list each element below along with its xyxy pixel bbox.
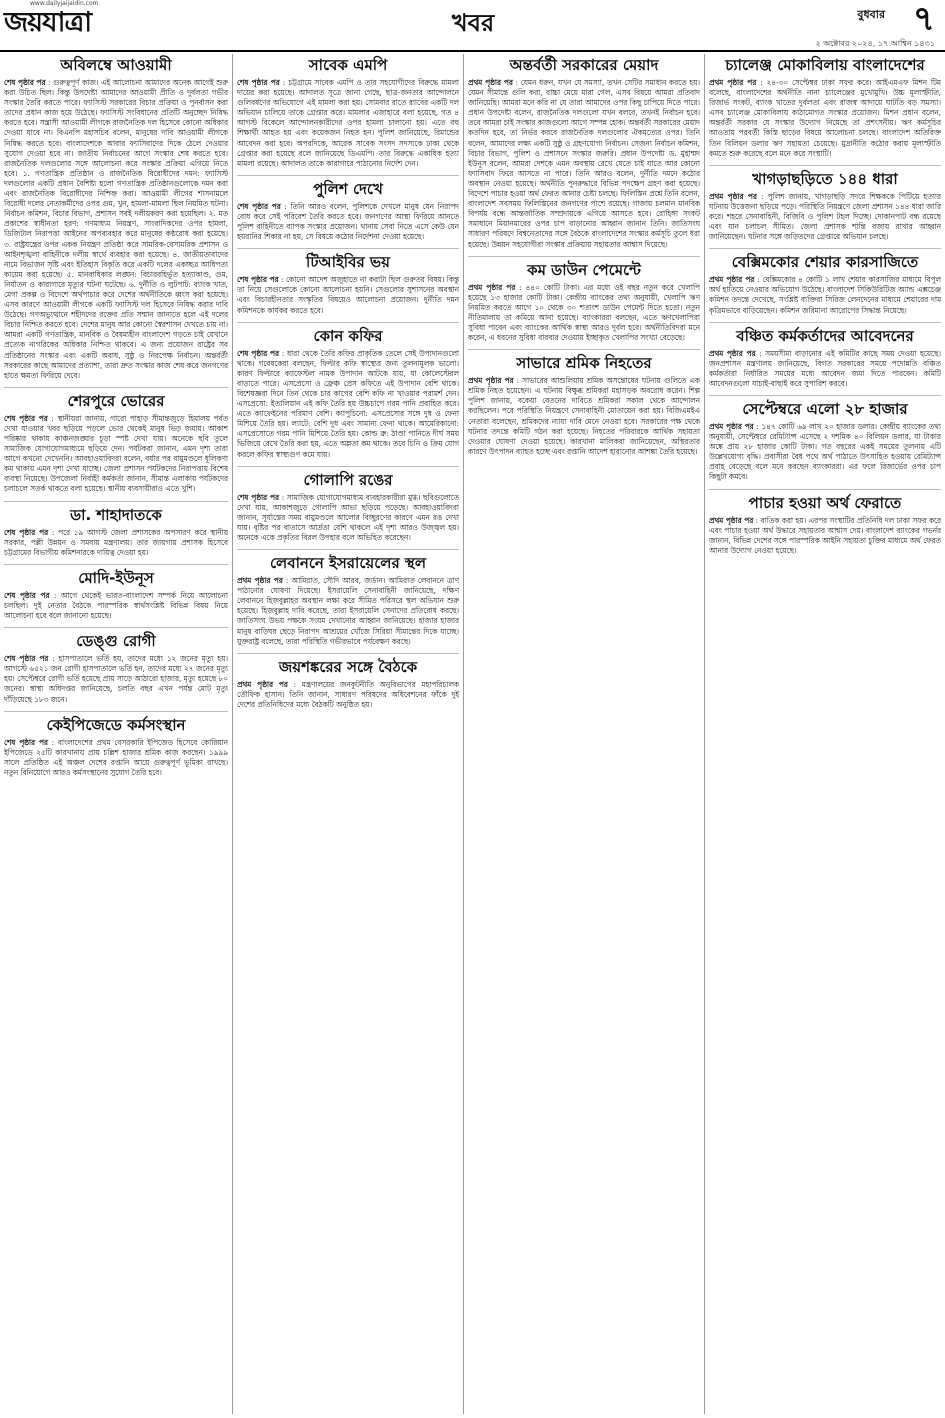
article-body: প্রথম পৃষ্ঠার পর : যেমন ধরুন, যখন যে সমস্যা, তখন সেটির সমাধান করতে হয়। যেমন সীমান্তে গুলি করা, বাচ্চা মেয়ে মারা গেল, এসব বিষয়ে আমরা প্রতিবাদ জানিয়েছি। আমরা মনে করি না যে তারা আমাদের ওপর কিছু চাপিয়ে দিতে পারে। প্রধান উপদেষ্টা বলেন, রাজনৈতিক দলগুলো যখন বলবে, তখনই নির্বাচন হবে। তবে আমরা চাই সংস্কার কাজগুলো আগে সম্পন্ন হোক। অন্তর্বর্তী সরকারের মেয়াদ কতদিন হবে, তা নির্ভর করবে রাজনৈতিক দলগুলোর ঐকমত্যের ওপর। তিনি বলেন, আমাদের লক্ষ্য একটি সুষ্ঠু ও গ্রহণযোগ্য নির্বাচন। সেজন্য নির্বাচন কমিশন, বিচার বিভাগ, পুলিশ ও প্রশাসনে সংস্কার জরুরি। প্রধান উপদেষ্টা ড. মুহাম্মদ ইউনূস বলেন, আমরা দেশকে এমন অবস্থায় রেখে যেতে চাই যাতে আর কোনো ফ্যাসিবাদ ফিরে আসতে না পারে। তিনি আরও বলেন, দুর্নীতি দমনে কঠোর অবস্থান নেওয়া হয়েছে। অর্থনীতি পুনরুদ্ধারে বিভিন্ন পদক্ষেপ গ্রহণ করা হয়েছে। বিদেশে পাচার হওয়া অর্থ ফেরত আনার চেষ্টা চলছে। ফিলিস্তিন প্রশ্নে তিনি বলেন, বাংলাদেশ সবসময় ফিলিস্তিনের জনগণের পাশে রয়েছে। গাজায় চলমান মানবিক বিপর্যয় বন্ধে আন্তর্জাতিক সম্প্রদায়কে এগিয়ে আসতে হবে। রোহিঙ্গা সংকট সমাধানে মিয়ানমারের ওপর চাপ বাড়ানোর আহ্বান জানান তিনি। জাতিসংঘ সাধারণ পরিষদে বিশ্বনেতাদের সঙ্গে বৈঠকে বাংলাদেশের সংস্কার কর্মসূচি তুলে ধরা হয়েছে। উন্নয়ন সহযোগীরা সংস্কার প্রক্রিয়ায় সহায়তার আশ্বাস দিয়েছে। (468, 78, 700, 249)
article-body: শেষ পৃষ্ঠার পর : গুরুত্বপূর্ণ কাজ। এই আলোচনা আমাদের অনেক আগেই শুরু করা উচিত ছিল। কিন্তু উপদেষ্টা আমাদের আওয়ামী প্রীতি ও দুর্বলতা গভীর সংস্কার তৈরি করতে পারে। ফ্যাসিস্ট সরকারের বিচার প্রক্রিয়া ও পুনর্বাসন করা তাদের প্রধান কাজ হয়ে উঠেছে। ফ্যাসিস্ট সংবিধানের প্রতিটি অনুচ্ছেদ নিষিদ্ধ করতে হবে। সন্ত্রাসী আওয়ামী লীগকে রাজনৈতিক দল হিসেবে কোনো অধিকার দেওয়া যাবে না। বিএনপি মহাসচিব বলেন, মানুষের দাবি আওয়ামী লীগকে নিষিদ্ধ করতে হবে। বাংলাদেশকে আবার ফ্যাসিবাদের দিকে ঠেলে দেওয়ার সুযোগ দেওয়া হবে না। জাতীয় নির্বাচনের আগে সংস্কার শেষ করতে হবে। রাজনৈতিক দলগুলোর সঙ্গে আলোচনা করে সংস্কার প্রক্রিয়া এগিয়ে নিতে হবে। ১. গণতান্ত্রিক প্রতিষ্ঠান ও রাজনৈতিক বিরোধীদের দমন: ফ্যাসিস্ট দলগুলোর একটি প্রধান বৈশিষ্ট্য হলো গণতান্ত্রিক প্রতিষ্ঠানগুলোকে দমন করা এবং রাজনৈতিক বিরোধীদের নিশ্চিহ্ন করা। আওয়ামী লীগের শাসনামলে বিরোধী দলের নেতাকর্মীদের ওপর গুম, খুন, হামলা-মামলা ছিল নিয়মিত ঘটনা। নির্বাচন কমিশন, বিচার বিভাগ, প্রশাসন সবই দলীয়করণ করা হয়েছিল। ২. মত প্রকাশের স্বাধীনতা হরণ: গণমাধ্যম নিয়ন্ত্রণ, সাংবাদিকদের ওপর হামলা, ডিজিটাল নিরাপত্তা আইনের অপব্যবহার করে মানুষের কণ্ঠরোধ করা হয়েছে। ৩. রাষ্ট্রযন্ত্রের ওপর একক নিয়ন্ত্রণ প্রতিষ্ঠা করে সামরিক-বেসামরিক প্রশাসন ও আইনশৃঙ্খলা বাহিনীকে দলীয় স্বার্থে ব্যবহার করা হয়েছে। ৪. জাতীয়তাবাদের নামে বিভাজন সৃষ্টি এবং ইতিহাস বিকৃতি করে একটি দলের একচ্ছত্র আধিপত্য কায়েম করা হয়েছে। ৫. মানবাধিকার লঙ্ঘন: বিচারবহির্ভূত হত্যাকাণ্ড, গুম, নির্যাতন ও কারাগারে মৃত্যুর ঘটনা ঘটেছে। ৬. দুর্নীতি ও লুটপাট: ব্যাংক খাত, মেগা প্রকল্প ও বিদেশে অর্থপাচার করে দেশের অর্থনীতিকে ধ্বংস করা হয়েছে। এসব কারণে আওয়ামী লীগকে একটি ফ্যাসিস্ট দল হিসেবে নিষিদ্ধ করার দাবি উঠেছে। গণঅভ্যুত্থানে শহীদদের রক্তের প্রতি সম্মান জানাতে হলে এই দলের বিচার নিশ্চিত করতে হবে। দেশের মানুষ আর কোনো স্বৈরশাসন দেখতে চায় না। আমরা একটি গণতান্ত্রিক, মানবিক ও বৈষম্যহীন বাংলাদেশ গড়তে চাই যেখানে প্রত্যেক নাগরিকের অধিকার নিশ্চিত থাকবে। এ জন্য প্রয়োজন রাষ্ট্রের সব প্রতিষ্ঠানের সংস্কার এবং একটি অবাধ, সুষ্ঠু ও নিরপেক্ষ নির্বাচন। অন্তর্বর্তী সরকারের কাছে আমাদের প্রত্যাশা, তারা দ্রুত সংস্কার কাজ শেষ করে জনগণের হাতে ক্ষমতা ফিরিয়ে দেবে। (4, 78, 228, 380)
article-body: প্রথম পৃষ্ঠার পর : সাভারের আশুলিয়ায় শ্রমিক অসন্তোষের ঘটনায় গুলিতে এক শ্রমিক নিহত হয়েছেন। এ ঘটনায় বিক্ষুব্ধ শ্রমিকরা মহাসড়ক অবরোধ করেন। শিল্প পুলিশ জানায়, বকেয়া বেতনের দাবিতে শ্রমিকরা সকাল থেকে আন্দোলন করছিলেন। পরে পরিস্থিতি নিয়ন্ত্রণে সেনাবাহিনী মোতায়েন করা হয়। বিজিএমইএ নেতারা বলেছেন, শ্রমিকদের ন্যায্য দাবি মেনে নেওয়া হবে। সরকারের পক্ষ থেকে ঘটনার তদন্তে কমিটি গঠন করা হয়েছে। নিহতের পরিবারকে আর্থিক সহায়তা দেওয়ার ঘোষণা দেওয়া হয়েছে। কারখানা মালিকরা জানিয়েছেন, অস্থিরতার কারণে উৎপাদন ব্যাহত হচ্ছে এবং রপ্তানি আদেশ হারানোর আশঙ্কা তৈরি হয়েছে। (468, 376, 700, 456)
news-article (237, 466, 459, 543)
news-article (709, 248, 941, 315)
continuation-lead: শেষ পৃষ্ঠার পর (237, 201, 281, 211)
article-headline[interactable]: মোদি-ইউনূস (4, 564, 228, 588)
news-article (468, 349, 700, 457)
article-body: শেষ পৃষ্ঠার পর : পরে ১৯ আগস্ট জেলা প্রশাসকের অপসারণ করে স্থানীয় সরকার, পল্লী উন্নয়ন ও সমবায় মন্ত্রণালয়। তার জায়গায় প্রশাসক হিসেবে চট্টগ্রামের বিভাগীয় কমিশনারকে দায়িত্ব দেওয়া হয়। (4, 527, 228, 557)
continuation-lead: শেষ পৃষ্ঠার পর (237, 348, 280, 358)
logo-url: www.dailyjaijaidin.com (30, 0, 99, 7)
article-body: প্রথম পৃষ্ঠার পর : সময়সীমা বাড়ানোর এই কমিটির কাছে সময় দেওয়া হয়েছে। জনপ্রশাসন মন্ত্রণালয় জানিয়েছে, বিগত সরকারের সময়ে পদোন্নতি বঞ্চিত কর্মকর্তারা নির্ধারিত সময়ের মধ্যে আবেদন জমা দিতে পারবেন। কমিটি আবেদনগুলো যাচাই-বাছাই করে সুপারিশ করবে। (709, 348, 941, 388)
continuation-lead: শেষ পৃষ্ঠার পর (4, 527, 49, 537)
article-headline[interactable]: কোন কফির (237, 322, 459, 346)
continuation-lead: শেষ পৃষ্ঠার পর (4, 737, 48, 747)
continuation-lead: প্রথম পৃষ্ঠার পর (709, 515, 754, 525)
news-article (709, 395, 941, 483)
article-text: স্থানীয়রা জানায়, গারো পাহাড় সীমান্তজুড়ে হিমালয় পর্বত দেখা যাওয়ার খবর ছড়িয়ে পড়লে ভোর থেকেই মানুষ ভিড় জমায়। আকাশ পরিষ্কার থাকায় কাঞ্চনজঙ্ঘার চূড়া স্পষ্ট দেখা যায়। অনেকে ছবি তুলে সামাজিক যোগাযোগমাধ্যমে ছড়িয়ে দেন। পর্যটকরা জানান, এমন দৃশ্য তারা আগে কখনো দেখেননি। আবহাওয়াবিদরা বলেন, বর্ষার পর বায়ুমণ্ডলে ধূলিকণা কম থাকায় এমন দৃশ্য দেখা যাচ্ছে। জেলা প্রশাসন পর্যটকদের নিরাপত্তায় বিশেষ ব্যবস্থা নিয়েছে। উপজেলা নির্বাহী কর্মকর্তা জানান, সীমান্ত এলাকায় পর্যটকদের চলাচলে সতর্ক থাকতে বলা হয়েছে। স্থানীয় ব্যবসায়ীরাও এতে খুশি। (4, 413, 228, 494)
article-body: শেষ পৃষ্ঠার পর : স্থানীয়রা জানায়, গারো পাহাড় সীমান্তজুড়ে হিমালয় পর্বত দেখা যাওয়ার খবর ছড়িয়ে পড়লে ভোর থেকেই মানুষ ভিড় জমায়। আকাশ পরিষ্কার থাকায় কাঞ্চনজঙ্ঘার চূড়া স্পষ্ট দেখা যায়। অনেকে ছবি তুলে সামাজিক যোগাযোগমাধ্যমে ছড়িয়ে দেন। পর্যটকরা জানান, এমন দৃশ্য তারা আগে কখনো দেখেননি। আবহাওয়াবিদরা বলেন, বর্ষার পর বায়ুমণ্ডলে ধূলিকণা কম থাকায় এমন দৃশ্য দেখা যাচ্ছে। জেলা প্রশাসন পর্যটকদের নিরাপত্তায় বিশেষ ব্যবস্থা নিয়েছে। উপজেলা নির্বাহী কর্মকর্তা জানান, সীমান্ত এলাকায় পর্যটকদের চলাচলে সতর্ক থাকতে বলা হয়েছে। স্থানীয় ব্যবসায়ীরাও এতে খুশি। (4, 413, 228, 494)
weekday: বুধবার (857, 8, 885, 21)
article-text: সামাজিক যোগাযোগমাধ্যম ব্যবহারকারীরা মুগ্ধ। ছবিগুলোতে দেখা যায়, আকাশজুড়ে গোলাপি আভা ছড়িয়ে পড়েছে। আবহাওয়াবিদরা জানান, সূর্যাস্তের সময় বায়ুমণ্ডলে আলোর বিচ্ছুরণের কারণে এমন রঙ দেখা যায়। বৃষ্টির পর বাতাসে আর্দ্রতা বেশি থাকলে এই দৃশ্য আরও উজ্জ্বল হয়। অনেকে একে প্রকৃতির বিরল উপহার বলে অভিহিত করেছেন। (237, 492, 459, 542)
news-article (709, 322, 941, 389)
article-body: শেষ পৃষ্ঠার পর : ধারা থেকে তৈরি কফির প্রাকৃতিক তেলে সেই উপাদানগুলো থাকে। গবেষকেরা বলছেন, ফিল্টার কফি স্বাস্থ্যের জন্য তুলনামূলক ভালো। কারণ ফিল্টারে ক্যাফেস্টল নামক উপাদান আটকে যায়, যা কোলেস্টেরল বাড়াতে পারে। এসপ্রেসো ও ফ্রেঞ্চ প্রেস কফিতে এই উপাদান বেশি থাকে। বিশেষজ্ঞরা দিনে তিন থেকে চার কাপের বেশি কফি না খাওয়ার পরামর্শ দেন। এসপ্রেসো: ইতালিয়ান এই কফি তৈরি হয় উচ্চচাপে গরম পানি প্রবাহিত করে। এতে ক্যাফেইনের পরিমাণ বেশি। ক্যাপুচিনো: এসপ্রেসোর সঙ্গে দুধ ও ফেনা মিশিয়ে তৈরি হয়। ল্যাটে: বেশি দুধ এবং সামান্য ফেনা থাকে। আমেরিকানো: এসপ্রেসোতে গরম পানি মিশিয়ে তৈরি হয়। কোল্ড ব্রু: ঠাণ্ডা পানিতে দীর্ঘ সময় ভিজিয়ে রেখে তৈরি করা হয়, এতে অম্লতা কম থাকে। তবে চিনি ও ক্রিম যোগ করলে কফির স্বাস্থ্যগুণ কমে যায়। (237, 348, 459, 459)
news-article (468, 256, 700, 344)
news-article (4, 711, 228, 778)
continuation-lead: শেষ পৃষ্ঠার পর (4, 413, 48, 423)
article-headline[interactable]: ডা. শাহাদাতকে (4, 501, 228, 525)
article-headline[interactable]: সাভারে শ্রমিক নিহতের (468, 349, 700, 373)
continuation-lead: শেষ পৃষ্ঠার পর (237, 492, 279, 502)
article-body: শেষ পৃষ্ঠার পর : হাসপাতালে ভর্তি হয়, তাদের মধ্যে ১২ জনের মৃত্যু হয়। আগস্টে ৬৫২১ জন রোগী হাসপাতালে ভর্তি হন, তাদের মধ্যে ২৭ জনের মৃত্যু হয়। সেপ্টেম্বরে রোগী ভর্তি হয়েছে প্রায় সাড়ে আঠারো হাজার, মৃত্যু হয়েছে ৮০ জনের। স্বাস্থ্য অধিদপ্তর জানিয়েছে, চলতি বছর এখন পর্যন্ত মোট মৃত্যু দাঁড়িয়েছে ১৮৩ জনে। (4, 654, 228, 704)
news-article (4, 501, 228, 558)
newspaper-logo[interactable]: জয়যাত্রা (4, 7, 92, 38)
column-divider (463, 54, 464, 1414)
article-body: প্রথম পৃষ্ঠার পর : বেক্সিমকোর ৪ কোটি ১ লাখ শেয়ার কারসাজির মাধ্যমে বিপুল অর্থ হাতিয়ে নেওয়ার অভিযোগ উঠেছে। বাংলাদেশ সিকিউরিটিজ অ্যান্ড এক্সচেঞ্জ কমিশন তদন্তে দেখেছে, সংশ্লিষ্ট ব্যক্তিরা সিরিজ লেনদেনের মাধ্যমে শেয়ারের দাম কৃত্রিমভাবে বাড়িয়েছেন। কমিশন জরিমানা আরোপের সিদ্ধান্ত নিয়েছে। (709, 275, 941, 315)
news-article (709, 489, 941, 556)
article-headline[interactable]: সেপ্টেম্বরে এলো ২৮ হাজার (709, 395, 941, 419)
news-article (237, 248, 459, 315)
article-text: ১৪৭ কোটি ৬৯ লাখ ২০ হাজার ডলার। কেন্দ্রীয় ব্যাংকের তথ্য অনুযায়ী, সেপ্টেম্বরে রেমিট্যান্স এসেছে ২ দশমিক ৪০ বিলিয়ন ডলার, যা টাকার অঙ্কে প্রায় ২৮ হাজার কোটি টাকা। গত বছরের একই সময়ের তুলনায় এটি উল্লেখযোগ্য বৃদ্ধি। প্রবাসীরা বৈধ পথে অর্থ পাঠাতে উৎসাহিত হওয়ায় রেমিট্যান্স প্রবাহ বেড়েছে বলে মনে করছেন ব্যাংকাররা। এর ফলে রিজার্ভের ওপর চাপ কিছুটা কমবে। (709, 421, 941, 482)
article-body: শেষ পৃষ্ঠার পর : তিনি আরও বলেন, পুলিশকে দেখলে মানুষ যেন নিরাপদ বোধ করে সেই পরিবেশ তৈরি করতে হবে। জনগণের আস্থা ফিরিয়ে আনতে পুলিশ বাহিনীতে ব্যাপক সংস্কার প্রয়োজন। থানায় সেবা নিতে এসে কেউ যেন হয়রানির শিকার না হয়, সে বিষয়ে কঠোর নির্দেশনা দেওয়া হয়েছে। (237, 201, 459, 242)
column-4 (709, 54, 941, 1414)
column-divider (232, 54, 233, 1414)
article-text: বাংলাদেশের প্রথম বেসরকারি ইপিজেড হিসেবে কোরিয়ান ইপিজেডে ২৫টি কারখানায় প্রায় চল্লিশ হাজার শ্রমিক কাজ করছেন। ১৯৯৯ সালে প্রতিষ্ঠিত এই অঞ্চল দেশের রপ্তানি আয়ে গুরুত্বপূর্ণ ভূমিকা রাখছে। নতুন বিনিয়োগে আরও কর্মসংস্থানের সুযোগ তৈরি হবে। (4, 737, 228, 777)
article-headline[interactable]: লেবাননে ইসরায়েলের স্থল (237, 549, 459, 573)
article-text: গুরুত্বপূর্ণ কাজ। এই আলোচনা আমাদের অনেক আগেই শুরু করা উচিত ছিল। কিন্তু উপদেষ্টা আমাদের আওয়ামী প্রীতি ও দুর্বলতা গভীর সংস্কার তৈরি করতে পারে। ফ্যাসিস্ট সরকারের বিচার প্রক্রিয়া ও পুনর্বাসন করা তাদের প্রধান কাজ হয়ে উঠেছে। ফ্যাসিস্ট সংবিধানের প্রতিটি অনুচ্ছেদ নিষিদ্ধ করতে হবে। সন্ত্রাসী আওয়ামী লীগকে রাজনৈতিক দল হিসেবে কোনো অধিকার দেওয়া যাবে না। বিএনপি মহাসচিব বলেন, মানুষের দাবি আওয়ামী লীগকে নিষিদ্ধ করতে হবে। বাংলাদেশকে আবার ফ্যাসিবাদের দিকে ঠেলে দেওয়ার সুযোগ দেওয়া হবে না। জাতীয় নির্বাচনের আগে সংস্কার শেষ করতে হবে। রাজনৈতিক দলগুলোর সঙ্গে আলোচনা করে সংস্কার প্রক্রিয়া এগিয়ে নিতে হবে। ১. গণতান্ত্রিক প্রতিষ্ঠান ও রাজনৈতিক বিরোধীদের দমন: ফ্যাসিস্ট দলগুলোর একটি প্রধান বৈশিষ্ট্য হলো গণতান্ত্রিক প্রতিষ্ঠানগুলোকে দমন করা এবং রাজনৈতিক বিরোধীদের নিশ্চিহ্ন করা। আওয়ামী লীগের শাসনামলে বিরোধী দলের নেতাকর্মীদের ওপর গুম, খুন, হামলা-মামলা ছিল নিয়মিত ঘটনা। নির্বাচন কমিশন, বিচার বিভাগ, প্রশাসন সবই দলীয়করণ করা হয়েছিল। ২. মত প্রকাশের স্বাধীনতা হরণ: গণমাধ্যম নিয়ন্ত্রণ, সাংবাদিকদের ওপর হামলা, ডিজিটাল নিরাপত্তা আইনের অপব্যবহার করে মানুষের কণ্ঠরোধ করা হয়েছে। ৩. রাষ্ট্রযন্ত্রের ওপর একক নিয়ন্ত্রণ প্রতিষ্ঠা করে সামরিক-বেসামরিক প্রশাসন ও আইনশৃঙ্খলা বাহিনীকে দলীয় স্বার্থে ব্যবহার করা হয়েছে। ৪. জাতীয়তাবাদের নামে বিভাজন সৃষ্টি এবং ইতিহাস বিকৃতি করে একটি দলের একচ্ছত্র আধিপত্য কায়েম করা হয়েছে। ৫. মানবাধিকার লঙ্ঘন: বিচারবহির্ভূত হত্যাকাণ্ড, গুম, নির্যাতন ও কারাগারে মৃত্যুর ঘটনা ঘটেছে। ৬. দুর্নীতি ও লুটপাট: ব্যাংক খাত, মেগা প্রকল্প ও বিদেশে অর্থপাচার করে দেশের অর্থনীতিকে ধ্বংস করা হয়েছে। এসব কারণে আওয়ামী লীগকে একটি ফ্যাসিস্ট দল হিসেবে নিষিদ্ধ করার দাবি উঠেছে। গণঅভ্যুত্থানে শহীদদের রক্তের প্রতি সম্মান জানাতে হলে এই দলের বিচার নিশ্চিত করতে হবে। দেশের মানুষ আর কোনো স্বৈরশাসন দেখতে চায় না। আমরা একটি গণতান্ত্রিক, মানবিক ও বৈষম্যহীন বাংলাদেশ গড়তে চাই যেখানে প্রত্যেক নাগরিকের অধিকার নিশ্চিত থাকবে। এ জন্য প্রয়োজন রাষ্ট্রের সব প্রতিষ্ঠানের সংস্কার এবং একটি অবাধ, সুষ্ঠু ও নিরপেক্ষ নির্বাচন। অন্তর্বর্তী সরকারের কাছে আমাদের প্রত্যাশা, তারা দ্রুত সংস্কার কাজ শেষ করে জনগণের হাতে ক্ষমতা ফিরিয়ে দেবে। (4, 78, 228, 380)
article-body: প্রথম পৃষ্ঠার পর : ২৪-৩০ সেপ্টেম্বর ঢাকা সফর করে। আইএমএফ মিশন টিম বলেছে, বাংলাদেশের অর্থনীতি নানা চ্যালেঞ্জের মুখোমুখি। উচ্চ মূল্যস্ফীতি, রিজার্ভ সংকট, ব্যাংক খাতের দুর্বলতা এবং রাজস্ব আদায়ে ঘাটতি বড় সমস্যা। এসব চ্যালেঞ্জ মোকাবিলায় কাঠামোগত সংস্কার প্রয়োজন। মিশন প্রধান বলেন, অন্তর্বর্তী সরকার যে সংস্কার উদ্যোগ নিয়েছে তা প্রশংসনীয়। ঋণ কর্মসূচির আওতায় পরবর্তী কিস্তি ছাড়ের বিষয়ে আলোচনা চলছে। বাংলাদেশ অতিরিক্ত তিন বিলিয়ন ডলার ঋণ সহায়তা চেয়েছে। মুদ্রানীতি কঠোর করায় মূল্যস্ফীতি কমতে শুরু করেছে বলে মনে করে সংস্থাটি। (709, 78, 941, 158)
article-text: বাতিক করা হয়। এরপর সংস্থাটির প্রতিনিধি দল ঢাকা সফর করে এবং পাচার হওয়া অর্থ উদ্ধারে সহায়তার আশ্বাস দেয়। বাংলাদেশ ব্যাংকের গভর্নর জানান, বিভিন্ন দেশের সঙ্গে পারস্পরিক আইনি সহায়তা চুক্তির মাধ্যমে অর্থ ফেরত আনার উদ্যোগ নেওয়া হয়েছে। (709, 515, 941, 555)
article-body: শেষ পৃষ্ঠার পর : চট্টগ্রামে সাবেক এমপি ও তার সহযোগীদের বিরুদ্ধে মামলা দায়ের করা হয়েছে। আদালত সূত্রে জানা গেছে, ছাত্র-জনতার আন্দোলনে গুলিবর্ষণের অভিযোগে এই মামলা করা হয়। সোমবার রাতে র‍্যাবের একটি দল অভিযান চালিয়ে তাকে গ্রেপ্তার করে। মামলার এজাহারে বলা হয়েছে, গত ৪ আগস্ট বিকেলে আন্দোলনকারীদের ওপর হামলা চালানো হয়। এতে বহু শিক্ষার্থী আহত হয় এবং কয়েকজন নিহত হন। পুলিশ জানিয়েছে, রিমান্ডের আবেদন করা হবে। অপরদিকে, আরেক সাবেক সংসদ সদস্যকে ঢাকা থেকে গ্রেপ্তার করা হয়েছে বলে জানিয়েছে ডিএমপি। তার বিরুদ্ধে একাধিক হত্যা মামলা রয়েছে। আদালত তাকে কারাগারে পাঠানোর নির্দেশ দেন। (237, 78, 459, 168)
article-headline[interactable]: সাবেক এমপি (308, 56, 388, 74)
column-1 (4, 54, 228, 1414)
continuation-lead: শেষ পৃষ্ঠার পর (4, 590, 50, 600)
article-headline[interactable]: কেইপিজেডে কর্মসংস্থান (4, 711, 228, 735)
news-article (709, 165, 941, 242)
column-divider (704, 54, 705, 1414)
continuation-lead: শেষ পৃষ্ঠার পর (237, 275, 279, 285)
article-text: ধারা থেকে তৈরি কফির প্রাকৃতিক তেলে সেই উপাদানগুলো থাকে। গবেষকেরা বলছেন, ফিল্টার কফি স্বাস্থ্যের জন্য তুলনামূলক ভালো। কারণ ফিল্টারে ক্যাফেস্টল নামক উপাদান আটকে যায়, যা কোলেস্টেরল বাড়াতে পারে। এসপ্রেসো ও ফ্রেঞ্চ প্রেস কফিতে এই উপাদান বেশি থাকে। বিশেষজ্ঞরা দিনে তিন থেকে চার কাপের বেশি কফি না খাওয়ার পরামর্শ দেন। এসপ্রেসো: ইতালিয়ান এই কফি তৈরি হয় উচ্চচাপে গরম পানি প্রবাহিত করে। এতে ক্যাফেইনের পরিমাণ বেশি। ক্যাপুচিনো: এসপ্রেসোর সঙ্গে দুধ ও ফেনা মিশিয়ে তৈরি হয়। ল্যাটে: বেশি দুধ এবং সামান্য ফেনা থাকে। আমেরিকানো: এসপ্রেসোতে গরম পানি মিশিয়ে তৈরি হয়। কোল্ড ব্রু: ঠাণ্ডা পানিতে দীর্ঘ সময় ভিজিয়ে রেখে তৈরি করা হয়, এতে অম্লতা কম থাকে। তবে চিনি ও ক্রিম যোগ করলে কফির স্বাস্থ্যগুণ কমে যায়। (237, 348, 459, 459)
news-article (237, 56, 459, 169)
news-article (237, 322, 459, 460)
news-article (237, 549, 459, 647)
article-text: মন্ত্রণালয়ের জনকূটনীতি অনুবিভাগের মহাপরিচালক তৌফিক হাসান। তিনি জানান, সাধারণ পরিষদের অধিবেশনের ফাঁকে দুই দেশের প্রতিনিধিদের মধ্যে বৈঠকটি অনুষ্ঠিত হয়। (237, 679, 459, 709)
article-headline[interactable]: শেরপুরে ভোরের (4, 387, 228, 411)
article-text: তিনি আরও বলেন, পুলিশকে দেখলে মানুষ যেন নিরাপদ বোধ করে সেই পরিবেশ তৈরি করতে হবে। জনগণের আস্থা ফিরিয়ে আনতে পুলিশ বাহিনীতে ব্যাপক সংস্কার প্রয়োজন। থানায় সেবা নিতে এসে কেউ যেন হয়রানির শিকার না হয়, সে বিষয়ে কঠোর নির্দেশনা দেওয়া হয়েছে। (237, 201, 459, 242)
section-title: খবর (451, 9, 495, 37)
article-headline[interactable]: অবিলম্বে আওয়ামী (60, 56, 172, 74)
article-text: যেমন ধরুন, যখন যে সমস্যা, তখন সেটির সমাধান করতে হয়। যেমন সীমান্তে গুলি করা, বাচ্চা মেয়ে মারা গেল, এসব বিষয়ে আমরা প্রতিবাদ জানিয়েছি। আমরা মনে করি না যে তারা আমাদের ওপর কিছু চাপিয়ে দিতে পারে। প্রধান উপদেষ্টা বলেন, রাজনৈতিক দলগুলো যখন বলবে, তখনই নির্বাচন হবে। তবে আমরা চাই সংস্কার কাজগুলো আগে সম্পন্ন হোক। অন্তর্বর্তী সরকারের মেয়াদ কতদিন হবে, তা নির্ভর করবে রাজনৈতিক দলগুলোর ঐকমত্যের ওপর। তিনি বলেন, আমাদের লক্ষ্য একটি সুষ্ঠু ও গ্রহণযোগ্য নির্বাচন। সেজন্য নির্বাচন কমিশন, বিচার বিভাগ, পুলিশ ও প্রশাসনে সংস্কার জরুরি। প্রধান উপদেষ্টা ড. মুহাম্মদ ইউনূস বলেন, আমরা দেশকে এমন অবস্থায় রেখে যেতে চাই যাতে আর কোনো ফ্যাসিবাদ ফিরে আসতে না পারে। তিনি আরও বলেন, দুর্নীতি দমনে কঠোর অবস্থান নেওয়া হয়েছে। অর্থনীতি পুনরুদ্ধারে বিভিন্ন পদক্ষেপ গ্রহণ করা হয়েছে। বিদেশে পাচার হওয়া অর্থ ফেরত আনার চেষ্টা চলছে। ফিলিস্তিন প্রশ্নে তিনি বলেন, বাংলাদেশ সবসময় ফিলিস্তিনের জনগণের পাশে রয়েছে। গাজায় চলমান মানবিক বিপর্যয় বন্ধে আন্তর্জাতিক সম্প্রদায়কে এগিয়ে আসতে হবে। রোহিঙ্গা সংকট সমাধানে মিয়ানমারের ওপর চাপ বাড়ানোর আহ্বান জানান তিনি। জাতিসংঘ সাধারণ পরিষদে বিশ্বনেতাদের সঙ্গে বৈঠকে বাংলাদেশের সংস্কার কর্মসূচি তুলে ধরা হয়েছে। উন্নয়ন সহযোগীরা সংস্কার প্রক্রিয়ায় সহায়তার আশ্বাস দিয়েছে। (468, 78, 700, 249)
article-headline[interactable]: জয়শঙ্করের সঙ্গে বৈঠকে (237, 653, 459, 677)
article-body: প্রথম পৃষ্ঠার পর : বাতিক করা হয়। এরপর সংস্থাটির প্রতিনিধি দল ঢাকা সফর করে এবং পাচার হওয়া অর্থ উদ্ধারে সহায়তার আশ্বাস দেয়। বাংলাদেশ ব্যাংকের গভর্নর জানান, বিভিন্ন দেশের সঙ্গে পারস্পরিক আইনি সহায়তা চুক্তির মাধ্যমে অর্থ ফেরত আনার উদ্যোগ নেওয়া হয়েছে। (709, 515, 941, 555)
continuation-lead: প্রথম পৃষ্ঠার পর (468, 282, 516, 292)
article-text: আমিরাত, সৌদি আরব, জর্ডান। আমিরাত লেবাননে ত্রাণ পাঠানোর ঘোষণা দিয়েছে। ইসরায়েলি সেনাবাহিনী জানিয়েছে, দক্ষিণ লেবাননে হিজবুল্লাহর অবস্থান লক্ষ্য করে সীমিত পরিসরে স্থল অভিযান শুরু হয়েছে। হিজবুল্লাহ দাবি করেছে, তারা ইসরায়েলি সেনাদের প্রতিরোধ করছে। জাতিসংঘ উভয় পক্ষকে সংযম দেখানোর আহ্বান জানিয়েছে। হাজার হাজার মানুষ বাড়িঘর ছেড়ে নিরাপদ আশ্রয়ের খোঁজে সিরিয়া সীমান্তের দিকে যাচ্ছে। যুক্তরাষ্ট্র বলেছে, তারা পরিস্থিতি গভীরভাবে পর্যবেক্ষণ করছে। (237, 576, 459, 646)
continuation-lead: প্রথম পৃষ্ঠার পর (709, 191, 757, 201)
continuation-lead: শেষ পৃষ্ঠার পর (4, 78, 46, 87)
continuation-lead: প্রথম পৃষ্ঠার পর (709, 421, 754, 431)
article-text: কোনো আদেশ অজুহাতে না করাটা ছিল গুরুতর বিষয়। কিন্তু তা নিয়ে সেগুলোকে কোনো আলোচনা হয়নি। সেগুলোর সুশাসনের অবস্থান এবং বিচারহীনতার সংস্কৃতির বিষয়েও আলোচনা প্রয়োজন। দুর্নীতি দমন কমিশনকে কার্যকর করতে হবে। (237, 275, 459, 315)
column-2 (237, 54, 459, 1414)
continuation-lead: প্রথম পৃষ্ঠার পর (468, 376, 514, 386)
news-article (4, 564, 228, 621)
news-article (4, 387, 228, 495)
news-article (709, 56, 941, 159)
continuation-lead: শেষ পৃষ্ঠার পর (4, 654, 49, 664)
article-text: পুলিশ জানায়, খাগড়াছড়ি সদরে শিক্ষককে পিটিয়ে হত্যার ঘটনায় উত্তেজনা ছড়িয়ে পড়ে। পরিস্থিতি নিয়ন্ত্রণে জেলা প্রশাসন ১৪৪ ধারা জারি করে। শহরে সেনাবাহিনী, বিজিবি ও পুলিশ টহল দিচ্ছে। দোকানপাট বন্ধ রয়েছে এবং যান চলাচল সীমিত। জেলা প্রশাসক শান্তি বজায় রাখার আহ্বান জানিয়েছেন। ঘটনার সঙ্গে জড়িতদের গ্রেপ্তারে অভিযান চলছে। (709, 191, 941, 242)
article-headline[interactable]: খাগড়াছড়িতে ১৪৪ ধারা (709, 165, 941, 189)
article-body: প্রথম পৃষ্ঠার পর : মন্ত্রণালয়ের জনকূটনীতি অনুবিভাগের মহাপরিচালক তৌফিক হাসান। তিনি জানান, সাধারণ পরিষদের অধিবেশনের ফাঁকে দুই দেশের প্রতিনিধিদের মধ্যে বৈঠকটি অনুষ্ঠিত হয়। (237, 679, 459, 709)
news-article (237, 653, 459, 710)
article-headline[interactable]: পুলিশ দেখে (237, 175, 459, 199)
article-text: আগে থেকেই ভারত-বাংলাদেশ সম্পর্ক নিয়ে আলোচনা চলছিল। দুই নেতার বৈঠকে পারস্পরিক স্বার্থসংশ্লিষ্ট বিভিন্ন বিষয় নিয়ে আলোচনা হবে বলে জানানো হয়েছে। (4, 590, 228, 621)
article-headline[interactable]: কম ডাউন পেমেন্টে (468, 256, 700, 280)
news-article (468, 56, 700, 250)
article-headline[interactable]: ডেঙ্গু রোগী (4, 627, 228, 651)
article-body: শেষ পৃষ্ঠার পর : কোনো আদেশ অজুহাতে না করাটা ছিল গুরুতর বিষয়। কিন্তু তা নিয়ে সেগুলোকে কোনো আলোচনা হয়নি। সেগুলোর সুশাসনের অবস্থান এবং বিচারহীনতার সংস্কৃতির বিষয়েও আলোচনা প্রয়োজন। দুর্নীতি দমন কমিশনকে কার্যকর করতে হবে। (237, 275, 459, 315)
article-headline[interactable]: অন্তর্বর্তী সরকারের মেয়াদ (509, 56, 659, 74)
continuation-lead: প্রথম পৃষ্ঠার পর (709, 275, 755, 285)
article-text: হাসপাতালে ভর্তি হয়, তাদের মধ্যে ১২ জনের মৃত্যু হয়। আগস্টে ৬৫২১ জন রোগী হাসপাতালে ভর্তি হন, তাদের মধ্যে ২৭ জনের মৃত্যু হয়। সেপ্টেম্বরে রোগী ভর্তি হয়েছে প্রায় সাড়ে আঠারো হাজার, মৃত্যু হয়েছে ৮০ জনের। স্বাস্থ্য অধিদপ্তর জানিয়েছে, চলতি বছর এখন পর্যন্ত মোট মৃত্যু দাঁড়িয়েছে ১৮৩ জনে। (4, 654, 228, 704)
page-number: ৭ (912, 0, 935, 39)
article-text: ২৪-৩০ সেপ্টেম্বর ঢাকা সফর করে। আইএমএফ মিশন টিম বলেছে, বাংলাদেশের অর্থনীতি নানা চ্যালেঞ্জের মুখোমুখি। উচ্চ মূল্যস্ফীতি, রিজার্ভ সংকট, ব্যাংক খাতের দুর্বলতা এবং রাজস্ব আদায়ে ঘাটতি বড় সমস্যা। এসব চ্যালেঞ্জ মোকাবিলায় কাঠামোগত সংস্কার প্রয়োজন। মিশন প্রধান বলেন, অন্তর্বর্তী সরকার যে সংস্কার উদ্যোগ নিয়েছে তা প্রশংসনীয়। ঋণ কর্মসূচির আওতায় পরবর্তী কিস্তি ছাড়ের বিষয়ে আলোচনা চলছে। বাংলাদেশ অতিরিক্ত তিন বিলিয়ন ডলার ঋণ সহায়তা চেয়েছে। মুদ্রানীতি কঠোর করায় মূল্যস্ফীতি কমতে শুরু করেছে বলে মনে করে সংস্থাটি। (709, 78, 941, 158)
article-body: প্রথম পৃষ্ঠার পর : ১৪৭ কোটি ৬৯ লাখ ২০ হাজার ডলার। কেন্দ্রীয় ব্যাংকের তথ্য অনুযায়ী, সেপ্টেম্বরে রেমিট্যান্স এসেছে ২ দশমিক ৪০ বিলিয়ন ডলার, যা টাকার অঙ্কে প্রায় ২৮ হাজার কোটি টাকা। গত বছরের একই সময়ের তুলনায় এটি উল্লেখযোগ্য বৃদ্ধি। প্রবাসীরা বৈধ পথে অর্থ পাঠাতে উৎসাহিত হওয়ায় রেমিট্যান্স প্রবাহ বেড়েছে বলে মনে করছেন ব্যাংকাররা। এর ফলে রিজার্ভের ওপর চাপ কিছুটা কমবে। (709, 421, 941, 482)
article-headline[interactable]: চ্যালেঞ্জ মোকাবিলায় বাংলাদেশের (725, 56, 925, 74)
continuation-lead: প্রথম পৃষ্ঠার পর (237, 576, 283, 586)
masthead (0, 0, 945, 52)
article-text: বেক্সিমকোর ৪ কোটি ১ লাখ শেয়ার কারসাজির মাধ্যমে বিপুল অর্থ হাতিয়ে নেওয়ার অভিযোগ উঠেছে। বাংলাদেশ সিকিউরিটিজ অ্যান্ড এক্সচেঞ্জ কমিশন তদন্তে দেখেছে, সংশ্লিষ্ট ব্যক্তিরা সিরিজ লেনদেনের মাধ্যমে শেয়ারের দাম কৃত্রিমভাবে বাড়িয়েছেন। কমিশন জরিমানা আরোপের সিদ্ধান্ত নিয়েছে। (709, 275, 941, 315)
article-body: প্রথম পৃষ্ঠার পর : পুলিশ জানায়, খাগড়াছড়ি সদরে শিক্ষককে পিটিয়ে হত্যার ঘটনায় উত্তেজনা ছড়িয়ে পড়ে। পরিস্থিতি নিয়ন্ত্রণে জেলা প্রশাসন ১৪৪ ধারা জারি করে। শহরে সেনাবাহিনী, বিজিবি ও পুলিশ টহল দিচ্ছে। দোকানপাট বন্ধ রয়েছে এবং যান চলাচল সীমিত। জেলা প্রশাসক শান্তি বজায় রাখার আহ্বান জানিয়েছেন। ঘটনার সঙ্গে জড়িতদের গ্রেপ্তারে অভিযান চলছে। (709, 191, 941, 242)
article-headline[interactable]: পাচার হওয়া অর্থ ফেরাতে (709, 489, 941, 513)
article-text: ৪৪০ কোটি টাকা। এর মধ্যে ওই বছর নতুন করে খেলাপি হয়েছে ১৩ হাজার কোটি টাকা। কেন্দ্রীয় ব্যাংকের তথ্য অনুযায়ী, খেলাপি ঋণ নিয়মিত করতে আগে ১০ থেকে ৩০ শতাংশ ডাউন পেমেন্ট দিতে হতো। নতুন নীতিমালায় তা কমিয়ে আনা হয়েছে। ব্যাংকাররা বলছেন, এতে ঋণখেলাপিরা সুবিধা পাবেন এবং ব্যাংকের আর্থিক স্বাস্থ্য আরও দুর্বল হবে। অর্থনীতিবিদরা মনে করেন, এ ধরনের সুবিধা বারবার দেওয়ায় ইচ্ছাকৃত খেলাপির সংখ্যা বেড়েছে। (468, 282, 700, 343)
continuation-lead: শেষ পৃষ্ঠার পর (237, 78, 280, 87)
news-article (237, 175, 459, 242)
issue-date: ২ অক্টোবর ২০২৪, ১৭ আশ্বিন ১৪৩১ (815, 39, 935, 48)
article-headline[interactable]: বেক্সিমকোর শেয়ার কারসাজিতে (709, 248, 941, 272)
article-headline[interactable]: গোলাপি রঙের (237, 466, 459, 490)
news-article (4, 627, 228, 704)
article-body: শেষ পৃষ্ঠার পর : সামাজিক যোগাযোগমাধ্যম ব্যবহারকারীরা মুগ্ধ। ছবিগুলোতে দেখা যায়, আকাশজুড়ে গোলাপি আভা ছড়িয়ে পড়েছে। আবহাওয়াবিদরা জানান, সূর্যাস্তের সময় বায়ুমণ্ডলে আলোর বিচ্ছুরণের কারণে এমন রঙ দেখা যায়। বৃষ্টির পর বাতাসে আর্দ্রতা বেশি থাকলে এই দৃশ্য আরও উজ্জ্বল হয়। অনেকে একে প্রকৃতির বিরল উপহার বলে অভিহিত করেছেন। (237, 492, 459, 542)
article-body: শেষ পৃষ্ঠার পর : আগে থেকেই ভারত-বাংলাদেশ সম্পর্ক নিয়ে আলোচনা চলছিল। দুই নেতার বৈঠকে পারস্পরিক স্বার্থসংশ্লিষ্ট বিভিন্ন বিষয় নিয়ে আলোচনা হবে বলে জানানো হয়েছে। (4, 590, 228, 621)
article-text: সাভারের আশুলিয়ায় শ্রমিক অসন্তোষের ঘটনায় গুলিতে এক শ্রমিক নিহত হয়েছেন। এ ঘটনায় বিক্ষুব্ধ শ্রমিকরা মহাসড়ক অবরোধ করেন। শিল্প পুলিশ জানায়, বকেয়া বেতনের দাবিতে শ্রমিকরা সকাল থেকে আন্দোলন করছিলেন। পরে পরিস্থিতি নিয়ন্ত্রণে সেনাবাহিনী মোতায়েন করা হয়। বিজিএমইএ নেতারা বলেছেন, শ্রমিকদের ন্যায্য দাবি মেনে নেওয়া হবে। সরকারের পক্ষ থেকে ঘটনার তদন্তে কমিটি গঠন করা হয়েছে। নিহতের পরিবারকে আর্থিক সহায়তা দেওয়ার ঘোষণা দেওয়া হয়েছে। কারখানা মালিকরা জানিয়েছেন, অস্থিরতার কারণে উৎপাদন ব্যাহত হচ্ছে এবং রপ্তানি আদেশ হারানোর আশঙ্কা তৈরি হয়েছে। (468, 376, 700, 456)
column-3 (468, 54, 700, 1414)
article-text: সময়সীমা বাড়ানোর এই কমিটির কাছে সময় দেওয়া হয়েছে। জনপ্রশাসন মন্ত্রণালয় জানিয়েছে, বিগত সরকারের সময়ে পদোন্নতি বঞ্চিত কর্মকর্তারা নির্ধারিত সময়ের মধ্যে আবেদন জমা দিতে পারবেন। কমিটি আবেদনগুলো যাচাই-বাছাই করে সুপারিশ করবে। (709, 348, 941, 388)
continuation-lead: প্রথম পৃষ্ঠার পর (468, 78, 513, 87)
article-body: শেষ পৃষ্ঠার পর : বাংলাদেশের প্রথম বেসরকারি ইপিজেড হিসেবে কোরিয়ান ইপিজেডে ২৫টি কারখানায় প্রায় চল্লিশ হাজার শ্রমিক কাজ করছেন। ১৯৯৯ সালে প্রতিষ্ঠিত এই অঞ্চল দেশের রপ্তানি আয়ে গুরুত্বপূর্ণ ভূমিকা রাখছে। নতুন বিনিয়োগে আরও কর্মসংস্থানের সুযোগ তৈরি হবে। (4, 737, 228, 777)
article-text: চট্টগ্রামে সাবেক এমপি ও তার সহযোগীদের বিরুদ্ধে মামলা দায়ের করা হয়েছে। আদালত সূত্রে জানা গেছে, ছাত্র-জনতার আন্দোলনে গুলিবর্ষণের অভিযোগে এই মামলা করা হয়। সোমবার রাতে র‍্যাবের একটি দল অভিযান চালিয়ে তাকে গ্রেপ্তার করে। মামলার এজাহারে বলা হয়েছে, গত ৪ আগস্ট বিকেলে আন্দোলনকারীদের ওপর হামলা চালানো হয়। এতে বহু শিক্ষার্থী আহত হয় এবং কয়েকজন নিহত হন। পুলিশ জানিয়েছে, রিমান্ডের আবেদন করা হবে। অপরদিকে, আরেক সাবেক সংসদ সদস্যকে ঢাকা থেকে গ্রেপ্তার করা হয়েছে বলে জানিয়েছে ডিএমপি। তার বিরুদ্ধে একাধিক হত্যা মামলা রয়েছে। আদালত তাকে কারাগারে পাঠানোর নির্দেশ দেন। (237, 78, 459, 168)
article-text: পরে ১৯ আগস্ট জেলা প্রশাসকের অপসারণ করে স্থানীয় সরকার, পল্লী উন্নয়ন ও সমবায় মন্ত্রণালয়। তার জায়গায় প্রশাসক হিসেবে চট্টগ্রামের বিভাগীয় কমিশনারকে দায়িত্ব দেওয়া হয়। (4, 527, 228, 557)
continuation-lead: প্রথম পৃষ্ঠার পর (709, 78, 757, 87)
continuation-lead: প্রথম পৃষ্ঠার পর (709, 348, 756, 358)
article-body: প্রথম পৃষ্ঠার পর : আমিরাত, সৌদি আরব, জর্ডান। আমিরাত লেবাননে ত্রাণ পাঠানোর ঘোষণা দিয়েছে। ইসরায়েলি সেনাবাহিনী জানিয়েছে, দক্ষিণ লেবাননে হিজবুল্লাহর অবস্থান লক্ষ্য করে সীমিত পরিসরে স্থল অভিযান শুরু হয়েছে। হিজবুল্লাহ দাবি করেছে, তারা ইসরায়েলি সেনাদের প্রতিরোধ করছে। জাতিসংঘ উভয় পক্ষকে সংযম দেখানোর আহ্বান জানিয়েছে। হাজার হাজার মানুষ বাড়িঘর ছেড়ে নিরাপদ আশ্রয়ের খোঁজে সিরিয়া সীমান্তের দিকে যাচ্ছে। যুক্তরাষ্ট্র বলেছে, তারা পরিস্থিতি গভীরভাবে পর্যবেক্ষণ করছে। (237, 576, 459, 646)
continuation-lead: প্রথম পৃষ্ঠার পর (237, 679, 288, 689)
article-headline[interactable]: টিআইবির ভয় (237, 248, 459, 272)
article-body: প্রথম পৃষ্ঠার পর : ৪৪০ কোটি টাকা। এর মধ্যে ওই বছর নতুন করে খেলাপি হয়েছে ১৩ হাজার কোটি টাকা। কেন্দ্রীয় ব্যাংকের তথ্য অনুযায়ী, খেলাপি ঋণ নিয়মিত করতে আগে ১০ থেকে ৩০ শতাংশ ডাউন পেমেন্ট দিতে হতো। নতুন নীতিমালায় তা কমিয়ে আনা হয়েছে। ব্যাংকাররা বলছেন, এতে ঋণখেলাপিরা সুবিধা পাবেন এবং ব্যাংকের আর্থিক স্বাস্থ্য আরও দুর্বল হবে। অর্থনীতিবিদরা মনে করেন, এ ধরনের সুবিধা বারবার দেওয়ায় ইচ্ছাকৃত খেলাপির সংখ্যা বেড়েছে। (468, 282, 700, 343)
news-article (4, 56, 228, 381)
article-headline[interactable]: বঞ্চিত কর্মকর্তাদের আবেদনের (709, 322, 941, 346)
